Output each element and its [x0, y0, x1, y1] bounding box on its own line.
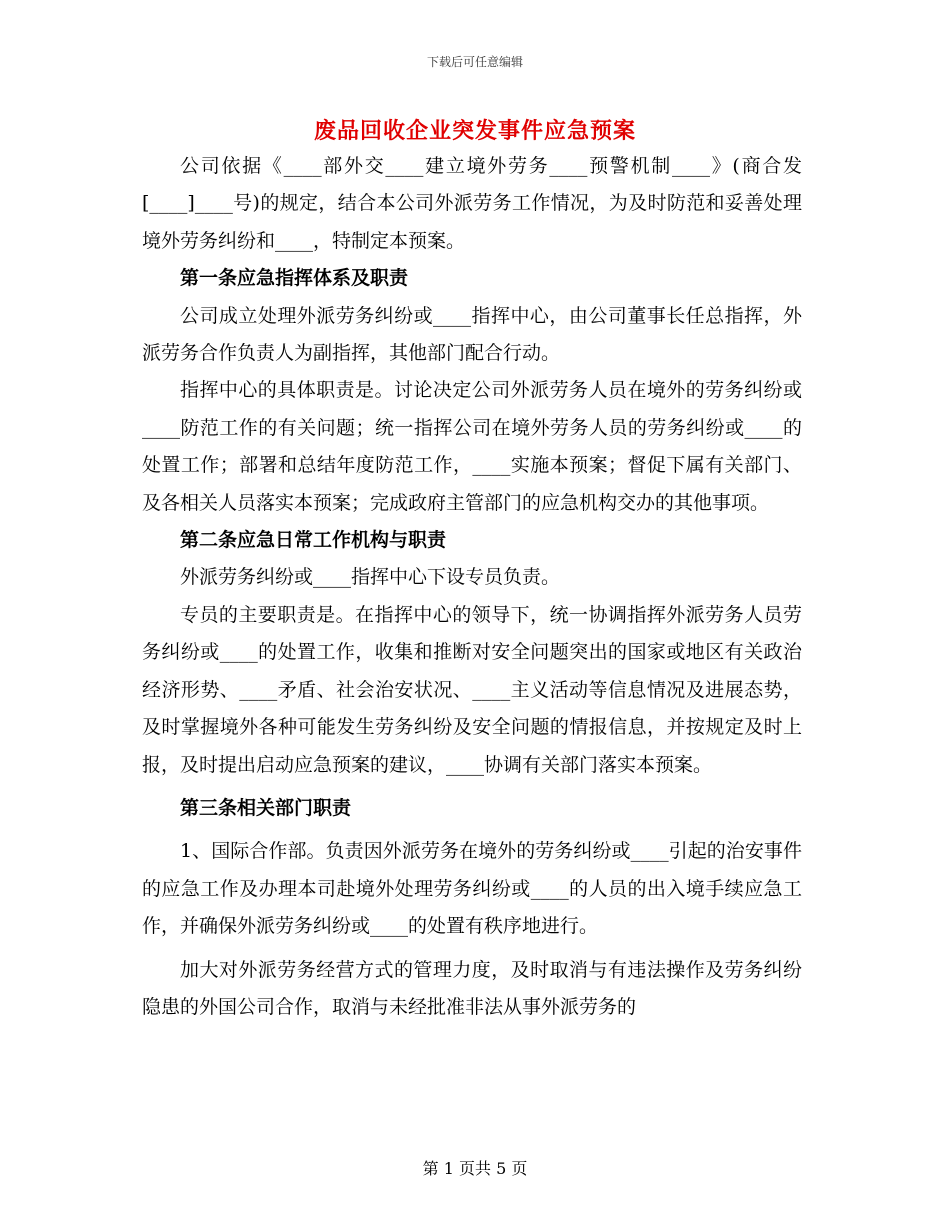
intro-paragraph: 公司依据《____部外交____建立境外劳务____预警机制____》(商合发[____]____号)的规定，结合本公司外派劳务工作情况，为及时防范和妥善处理境外劳务纠纷和____，特制定本预案。 [142, 155, 802, 252]
document-title: 废品回收企业突发事件应急预案 [313, 118, 636, 144]
section-heading-1: 第一条应急指挥体系及职责 [180, 267, 409, 290]
section-heading-2: 第二条应急日常工作机构与职责 [180, 529, 447, 552]
page-header: 下载后可任意编辑 [426, 55, 523, 69]
paragraph: 指挥中心的具体职责是。讨论决定公司外派劳务人员在境外的劳务纠纷或____防范工作的有关问题；统一指挥公司在境外劳务人员的劳务纠纷或____的处置工作；部署和总结年度防范工作，____实施本预案；督促下属有关部门、及各相关人员落实本预案；完成政府主管部门的应急机构交办的其他事项。 [142, 379, 802, 514]
paragraph: 加大对外派劳务经营方式的管理力度，及时取消与有违法操作及劳务纠纷隐患的外国公司合作，取消与未经批准非法从事外派劳务的 [142, 958, 802, 1018]
page-footer: 第 1 页共 5 页 [422, 1159, 528, 1178]
paragraph: 公司成立处理外派劳务纠纷或____指挥中心，由公司董事长任总指挥，外派劳务合作负责人为副指挥，其他部门配合行动。 [142, 304, 802, 365]
section-heading-3: 第三条相关部门职责 [180, 796, 352, 819]
paragraph: 1、国际合作部。负责因外派劳务在境外的劳务纠纷或____引起的治安事件的应急工作及办理本司赴境外处理劳务纠纷或____的人员的出入境手续应急工作，并确保外派劳务纠纷或____的处置有秩序地进行。 [142, 840, 802, 938]
document-body [142, 148, 802, 1026]
paragraph: 专员的主要职责是。在指挥中心的领导下，统一协调指挥外派劳务人员劳务纠纷或____的处置工作，收集和推断对安全问题突出的国家或地区有关政治经济形势、____矛盾、社会治安状况、____主义活动等信息情况及进展态势，及时掌握境外各种可能发生劳务纠纷及安全问题的情报信息，并按规定及时上报，及时提出启动应急预案的建议，____协调有关部门落实本预案。 [142, 603, 802, 776]
paragraph: 外派劳务纠纷或____指挥中心下设专员负责。 [180, 566, 561, 589]
